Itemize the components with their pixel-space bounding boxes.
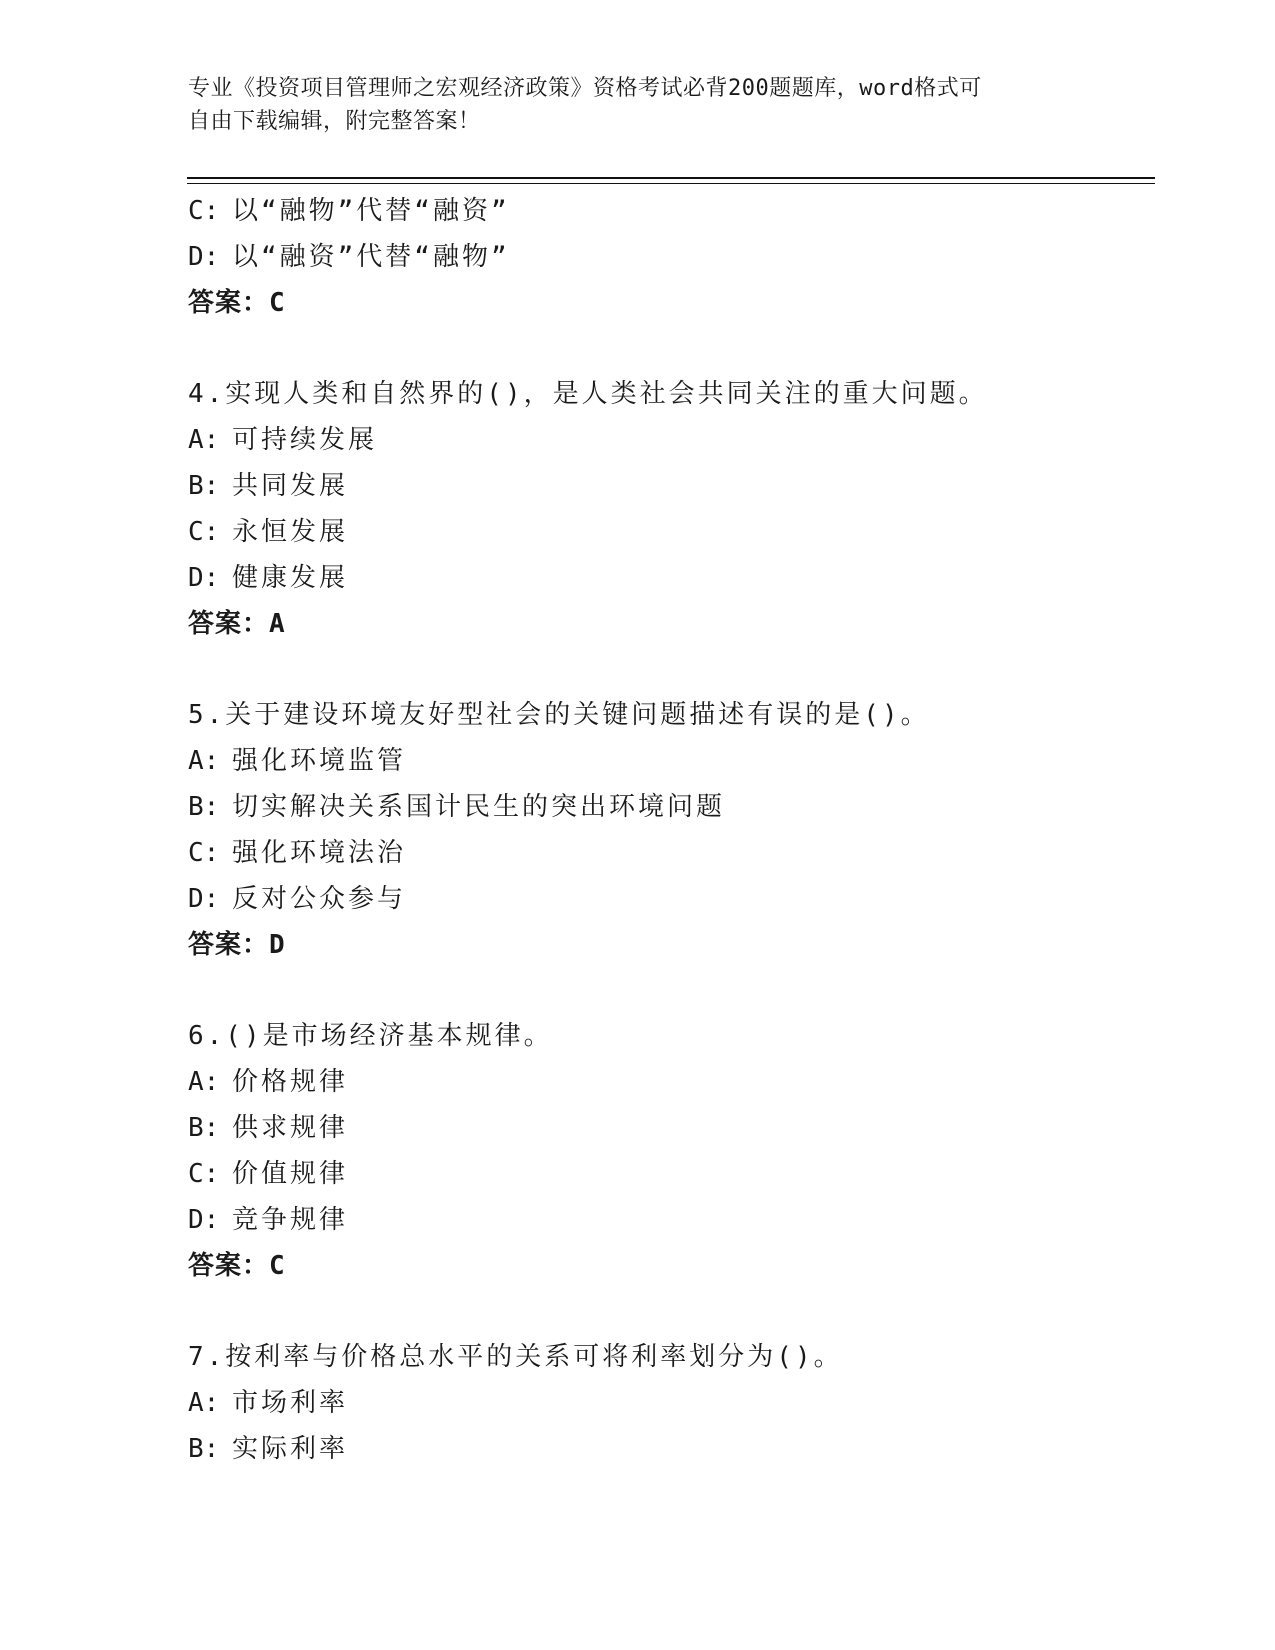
option-letter: B:	[188, 471, 220, 501]
option-letter: C:	[188, 196, 220, 226]
option-text: 市场利率	[232, 1388, 349, 1418]
option-letter: B:	[188, 1434, 220, 1464]
spacer	[188, 968, 1148, 1013]
option-b	[188, 784, 1148, 830]
spacer	[188, 647, 1148, 692]
option-letter: A:	[188, 425, 220, 455]
option-c	[188, 188, 1148, 234]
option-b	[188, 1426, 1148, 1472]
question-3-tail	[188, 188, 1148, 326]
question-7	[188, 1334, 1148, 1472]
option-letter: D:	[188, 884, 220, 914]
option-text: 健康发展	[232, 563, 349, 593]
question-4	[188, 371, 1148, 647]
option-d	[188, 234, 1148, 280]
question-6	[188, 1013, 1148, 1289]
option-letter: D:	[188, 242, 220, 272]
question-stem: 6.()是市场经济基本规律。	[188, 1021, 553, 1051]
option-text: 竞争规律	[232, 1205, 349, 1235]
option-text: 强化环境监管	[232, 746, 407, 776]
question-stem: 5.关于建设环境友好型社会的关键问题描述有误的是()。	[188, 700, 930, 730]
option-letter: D:	[188, 563, 220, 593]
header-divider-thin	[187, 183, 1155, 184]
option-d	[188, 1197, 1148, 1243]
option-text: 价格规律	[232, 1067, 349, 1097]
option-a	[188, 417, 1148, 463]
spacer	[188, 1289, 1148, 1334]
option-text: 实际利率	[232, 1434, 349, 1464]
option-letter: A:	[188, 1067, 220, 1097]
option-text: 共同发展	[232, 471, 349, 501]
option-d	[188, 876, 1148, 922]
document-header	[188, 72, 1068, 138]
option-letter: C:	[188, 838, 220, 868]
option-b	[188, 463, 1148, 509]
option-text: 以“融物”代替“融资”	[232, 196, 510, 226]
answer-line: 答案：D	[188, 930, 286, 960]
header-line-2: 自由下载编辑，附完整答案！	[188, 109, 481, 134]
option-d	[188, 555, 1148, 601]
option-c	[188, 1151, 1148, 1197]
option-letter: B:	[188, 1113, 220, 1143]
option-a	[188, 1059, 1148, 1105]
option-text: 反对公众参与	[232, 884, 407, 914]
option-a	[188, 1380, 1148, 1426]
option-letter: B:	[188, 792, 220, 822]
answer-line: 答案：C	[188, 1251, 286, 1281]
option-text: 可持续发展	[232, 425, 378, 455]
option-c	[188, 509, 1148, 555]
option-text: 供求规律	[232, 1113, 349, 1143]
option-text: 价值规律	[232, 1159, 349, 1189]
option-c	[188, 830, 1148, 876]
option-a	[188, 738, 1148, 784]
option-letter: C:	[188, 1159, 220, 1189]
spacer	[188, 326, 1148, 371]
question-stem: 4.实现人类和自然界的()，是人类社会共同关注的重大问题。	[188, 379, 988, 409]
header-divider-thick	[187, 177, 1155, 179]
option-letter: A:	[188, 746, 220, 776]
option-text: 永恒发展	[232, 517, 349, 547]
option-letter: C:	[188, 517, 220, 547]
option-b	[188, 1105, 1148, 1151]
option-text: 以“融资”代替“融物”	[232, 242, 510, 272]
answer-line: 答案：A	[188, 609, 286, 639]
option-letter: D:	[188, 1205, 220, 1235]
header-line-1: 专业《投资项目管理师之宏观经济政策》资格考试必背200题题库，word格式可	[188, 76, 982, 101]
question-stem: 7.按利率与价格总水平的关系可将利率划分为()。	[188, 1342, 843, 1372]
question-5	[188, 692, 1148, 968]
question-list	[188, 188, 1148, 1472]
option-text: 切实解决关系国计民生的突出环境问题	[232, 792, 726, 822]
answer-line: 答案：C	[188, 288, 286, 318]
option-text: 强化环境法治	[232, 838, 407, 868]
option-letter: A:	[188, 1388, 220, 1418]
